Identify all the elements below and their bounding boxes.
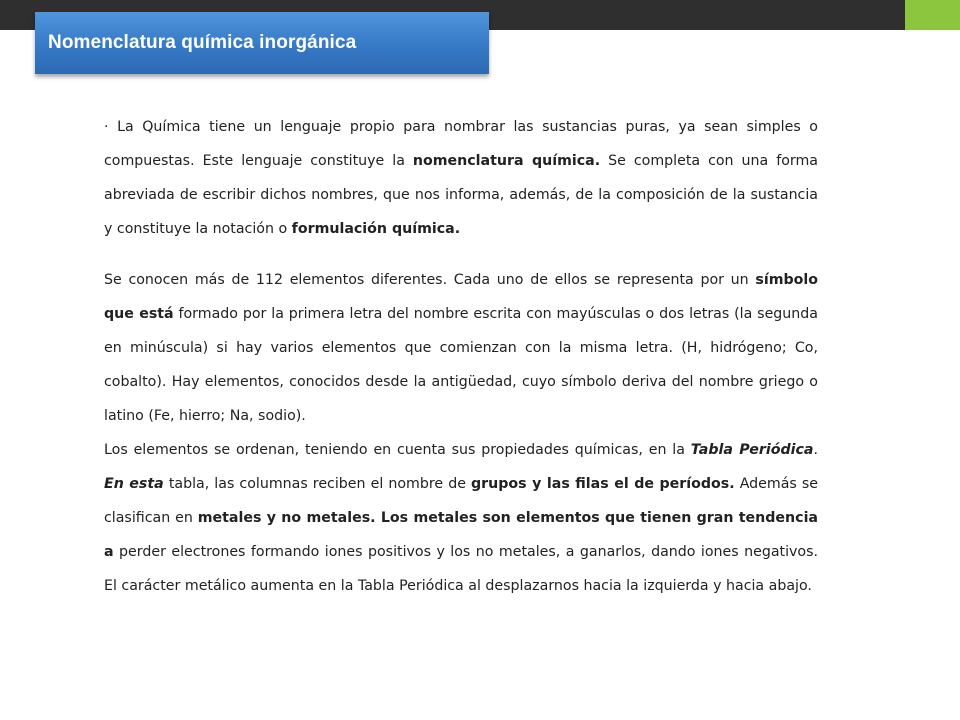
paragraph-3 [104, 433, 818, 603]
bold-term: grupos y las filas el de períodos. [471, 476, 735, 492]
accent-square [905, 0, 960, 30]
paragraph-1 [104, 110, 818, 246]
bold-term: símbolo que está [104, 272, 818, 322]
text-run: · La Química tiene un lenguaje propio para nombrar las sustancias puras, ya sean simples o compuestas. Este lenguaje constituye la [104, 119, 818, 169]
slide-title: Nomenclatura química inorgánica [48, 32, 357, 53]
bold-italic-term: En esta [104, 476, 164, 492]
text-run: Los elementos se ordenan, teniendo en cuenta sus propiedades químicas, en la [104, 442, 691, 458]
bold-term: nomenclatura química. [412, 153, 601, 169]
paragraph-2 [104, 263, 818, 433]
text-run: Se conocen más de 112 elementos diferentes. Cada uno de ellos se representa por un [104, 272, 756, 288]
text-run: . [813, 442, 818, 458]
bold-term: metales y no metales. Los metales son elementos que tienen gran tendencia a [104, 510, 819, 560]
bold-term: formulación química. [291, 221, 461, 237]
text-run: perder electrones formando iones positivos y los no metales, a ganarlos, dando iones negativos. El carácter metálico aumenta en la Tabla Periódica al desplazarnos hacia la izquierda y hacia abajo. [104, 544, 818, 594]
text-run: Además se clasifican en [104, 476, 818, 526]
body-content [104, 110, 818, 603]
text-run: Se completa con una forma abreviada de escribir dichos nombres, que nos informa, además, de la composición de la sustancia y constituye la notación o [104, 153, 818, 237]
title-box [35, 12, 489, 74]
bold-italic-term: Tabla Periódica [690, 442, 814, 458]
text-run: formado por la primera letra del nombre escrita con mayúsculas o dos letras (la segunda en minúscula) si hay varios elementos que comienzan con la misma letra. (H, hidrógeno; Co, cobalto). Hay elementos, conocidos desde la antigüedad, cuyo símbolo deriva del nombre griego o latino (Fe, hierro; Na, sodio). [104, 306, 818, 424]
text-run: tabla, las columnas reciben el nombre de [163, 476, 472, 492]
